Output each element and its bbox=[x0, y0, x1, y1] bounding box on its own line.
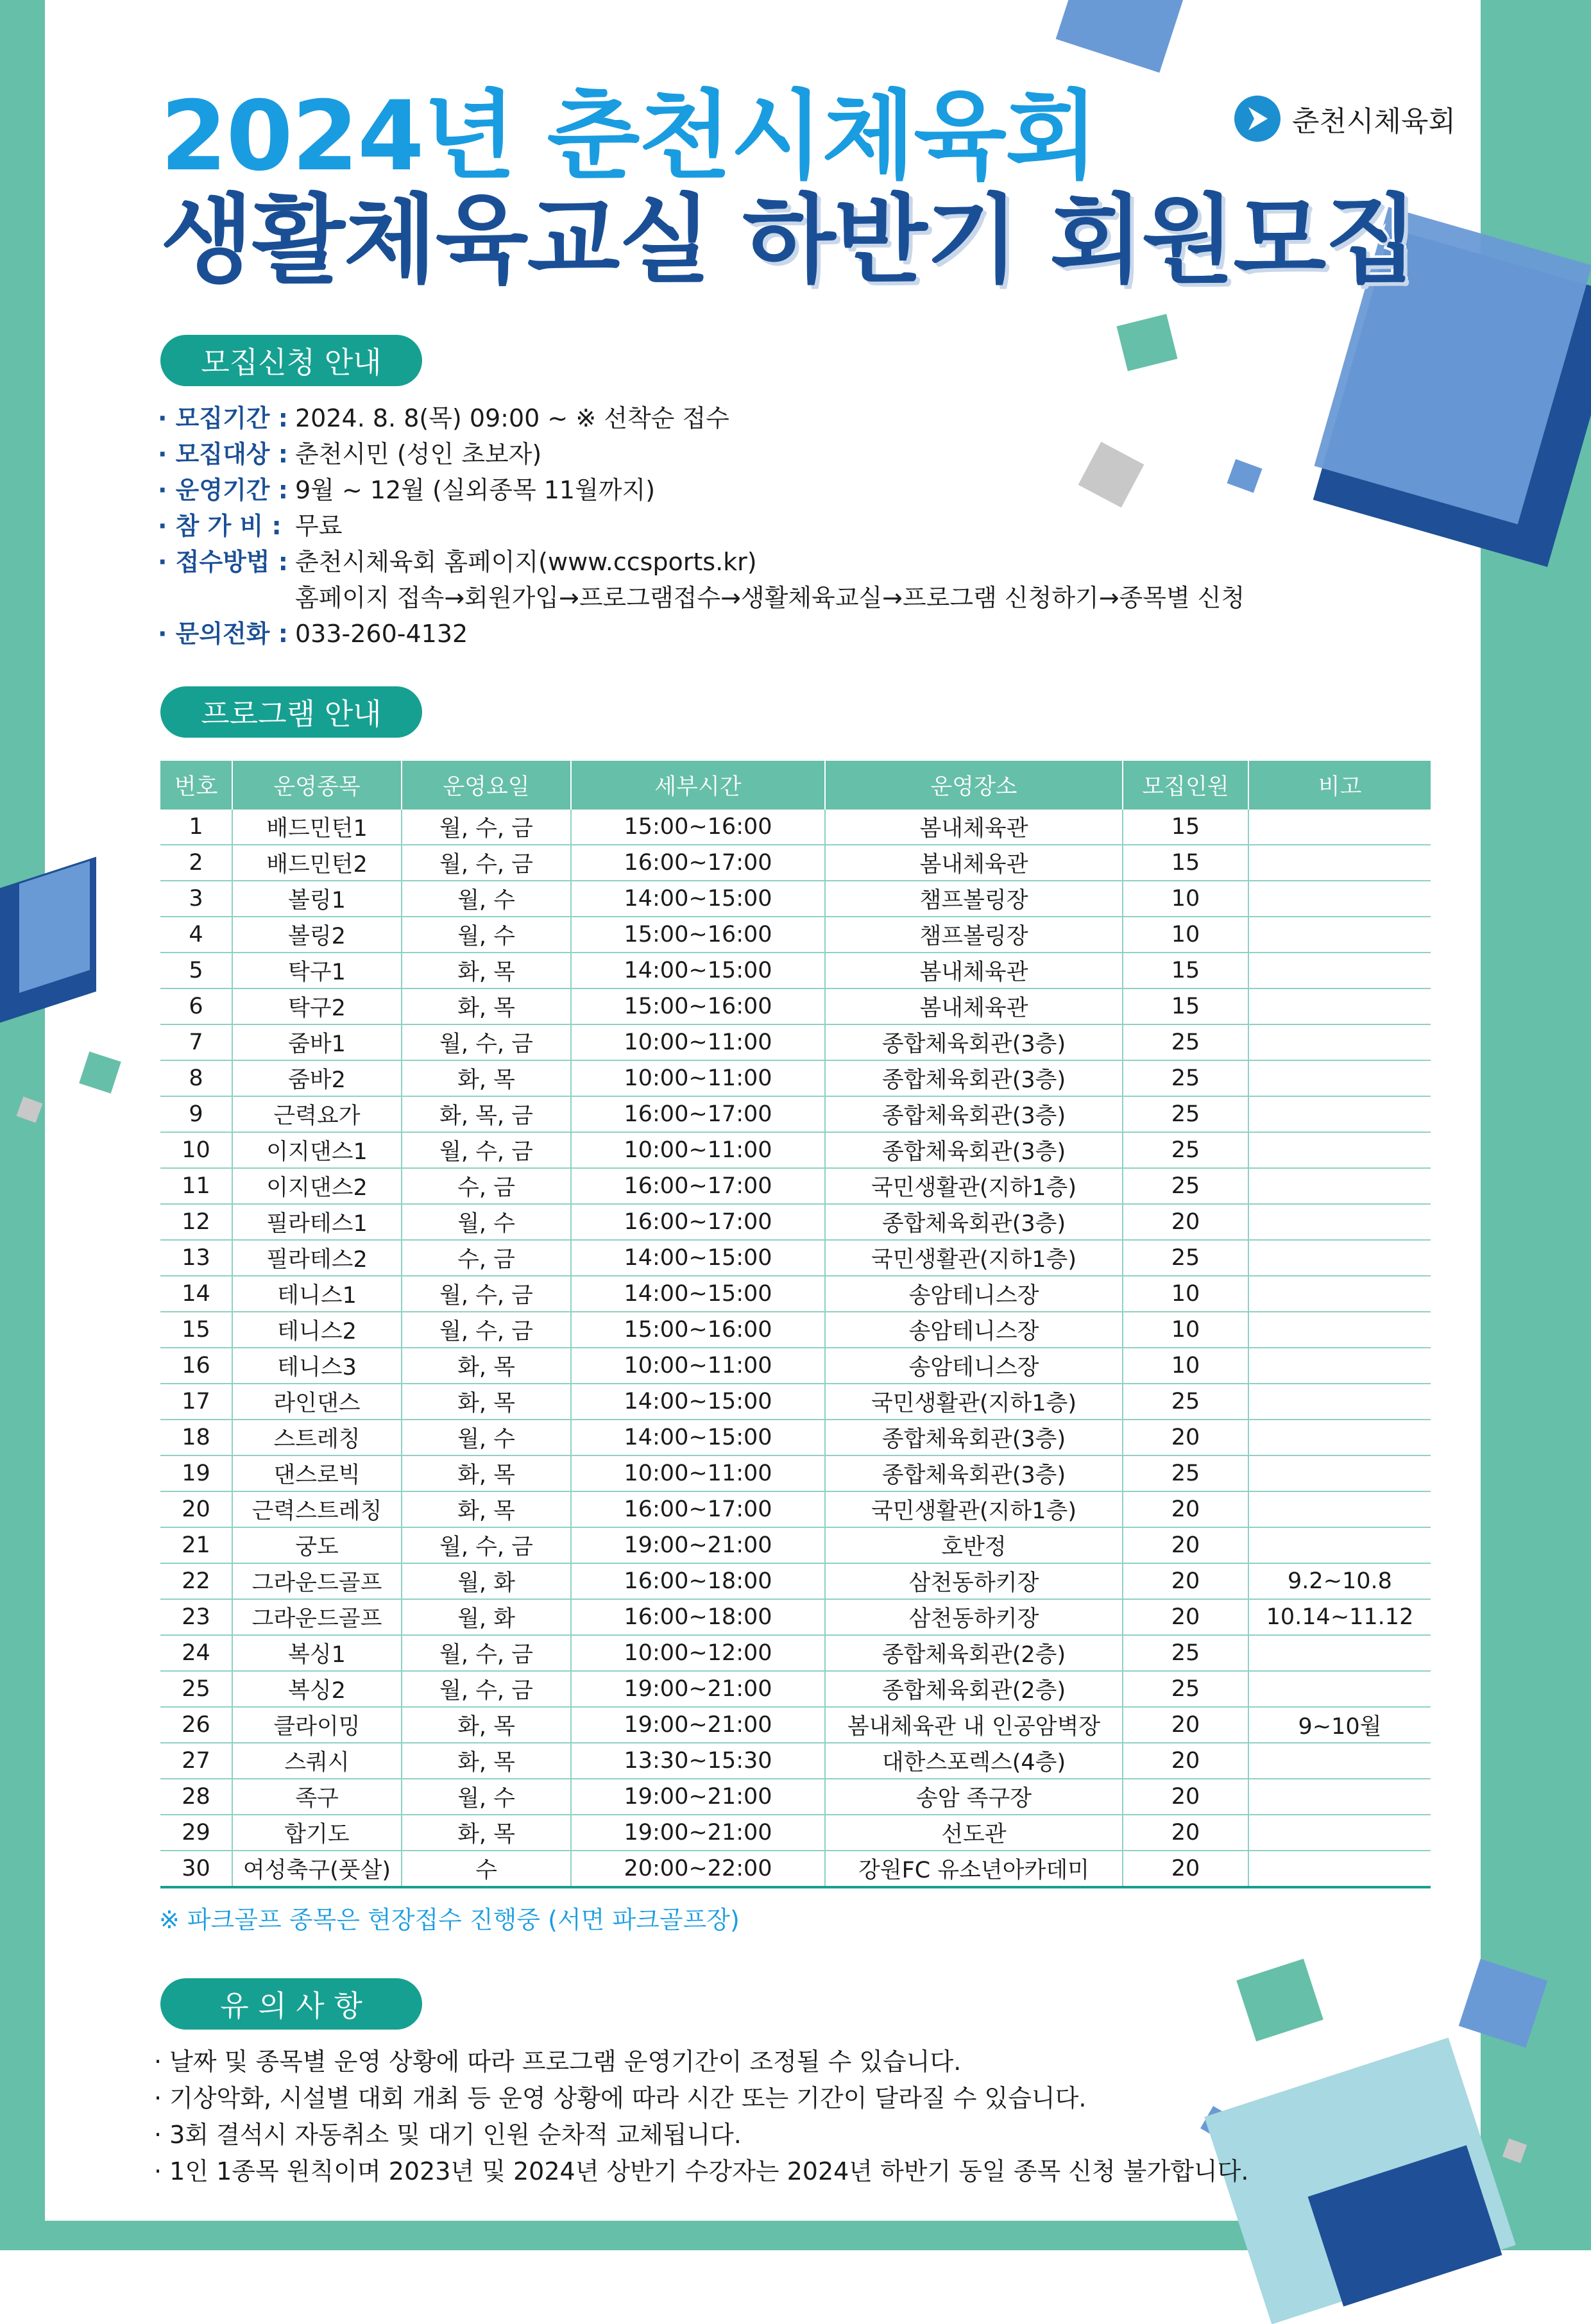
table-row bbox=[160, 1348, 1431, 1384]
info-row-fee bbox=[158, 508, 1245, 544]
table-cell: 25 bbox=[1123, 1168, 1248, 1204]
table-cell: 19:00~21:00 bbox=[571, 1527, 825, 1563]
table-cell bbox=[1248, 1743, 1431, 1779]
table-cell: 15:00~16:00 bbox=[571, 1312, 825, 1348]
table-row bbox=[160, 988, 1431, 1024]
table-row bbox=[160, 1671, 1431, 1707]
info-row-target bbox=[158, 436, 1245, 472]
caution-item: · 3회 결석시 자동취소 및 대기 인원 순차적 교체됩니다. bbox=[154, 2121, 742, 2149]
table-row bbox=[160, 1491, 1431, 1527]
table-cell: 화, 목 bbox=[402, 1491, 571, 1527]
table-cell: 복싱1 bbox=[232, 1635, 402, 1671]
table-cell bbox=[1248, 1132, 1431, 1168]
table-cell: 29 bbox=[160, 1815, 232, 1851]
table-cell: 25 bbox=[1123, 1384, 1248, 1420]
table-cell: 월, 수, 금 bbox=[402, 1024, 571, 1060]
table-cell: 15 bbox=[1123, 845, 1248, 881]
table-cell: 합기도 bbox=[232, 1815, 402, 1851]
table-cell: 25 bbox=[1123, 1060, 1248, 1096]
table-cell: 11 bbox=[160, 1168, 232, 1204]
table-cell bbox=[1248, 1204, 1431, 1240]
info-key: · 운영기간 : bbox=[158, 476, 288, 504]
table-cell: 16:00~17:00 bbox=[571, 845, 825, 881]
table-cell: 선도관 bbox=[825, 1815, 1123, 1851]
table-cell: 3 bbox=[160, 881, 232, 917]
table-cell: 16:00~17:00 bbox=[571, 1204, 825, 1240]
table-cell: 19:00~21:00 bbox=[571, 1779, 825, 1815]
table-cell: 25 bbox=[1123, 1132, 1248, 1168]
table-cell: 수, 금 bbox=[402, 1240, 571, 1276]
table-cell: 20 bbox=[1123, 1779, 1248, 1815]
table-cell: 20 bbox=[1123, 1815, 1248, 1851]
table-cell: 14:00~15:00 bbox=[571, 881, 825, 917]
table-cell: 화, 목 bbox=[402, 1060, 571, 1096]
table-cell: 월, 화 bbox=[402, 1563, 571, 1599]
table-cell: 20 bbox=[1123, 1743, 1248, 1779]
table-row bbox=[160, 917, 1431, 953]
table-cell: 스쿼시 bbox=[232, 1743, 402, 1779]
info-value: 홈페이지 접속→회원가입→프로그램접수→생활체육교실→프로그램 신청하기→종목별 신청 bbox=[295, 584, 1245, 612]
column-header: 운영종목 bbox=[232, 761, 402, 810]
table-cell: 19:00~21:00 bbox=[571, 1815, 825, 1851]
table-cell: 27 bbox=[160, 1743, 232, 1779]
table-cell: 20 bbox=[1123, 1563, 1248, 1599]
info-row-period bbox=[158, 400, 1245, 436]
table-cell: 월, 수 bbox=[402, 881, 571, 917]
table-cell: 21 bbox=[160, 1527, 232, 1563]
deco-square bbox=[79, 1051, 121, 1094]
column-header: 운영장소 bbox=[825, 761, 1123, 810]
column-header: 비고 bbox=[1248, 761, 1431, 810]
table-cell: 25 bbox=[1123, 1635, 1248, 1671]
table-cell: 봄내체육관 bbox=[825, 988, 1123, 1024]
table-cell: 14:00~15:00 bbox=[571, 953, 825, 988]
table-cell: 1 bbox=[160, 810, 232, 845]
deco-square bbox=[1116, 314, 1177, 371]
table-cell bbox=[1248, 1060, 1431, 1096]
table-cell: 라인댄스 bbox=[232, 1384, 402, 1420]
table-row bbox=[160, 810, 1431, 845]
table-cell: 19:00~21:00 bbox=[571, 1707, 825, 1743]
table-cell: 10:00~12:00 bbox=[571, 1635, 825, 1671]
table-header-row bbox=[160, 761, 1431, 810]
table-cell: 궁도 bbox=[232, 1527, 402, 1563]
table-cell: 국민생활관(지하1층) bbox=[825, 1384, 1123, 1420]
table-cell: 화, 목 bbox=[402, 953, 571, 988]
info-key: · 참 가 비 : bbox=[158, 512, 282, 540]
table-cell: 배드민턴1 bbox=[232, 810, 402, 845]
table-cell bbox=[1248, 881, 1431, 917]
table-cell: 20 bbox=[1123, 1707, 1248, 1743]
table-cell: 탁구2 bbox=[232, 988, 402, 1024]
table-cell: 22 bbox=[160, 1563, 232, 1599]
table-cell: 화, 목 bbox=[402, 1455, 571, 1491]
table-cell: 종합체육회관(3층) bbox=[825, 1096, 1123, 1132]
park-golf-note: ※ 파크골프 종목은 현장접수 진행중 (서면 파크골프장) bbox=[159, 1906, 740, 1934]
table-cell: 20 bbox=[1123, 1851, 1248, 1887]
table-cell: 16:00~18:00 bbox=[571, 1563, 825, 1599]
table-cell: 10 bbox=[1123, 881, 1248, 917]
table-cell: 20 bbox=[1123, 1420, 1248, 1455]
table-cell: 챔프볼링장 bbox=[825, 881, 1123, 917]
table-cell: 그라운드골프 bbox=[232, 1599, 402, 1635]
table-cell: 종합체육회관(3층) bbox=[825, 1132, 1123, 1168]
table-cell: 화, 목 bbox=[402, 1815, 571, 1851]
table-row bbox=[160, 845, 1431, 881]
table-cell bbox=[1248, 1779, 1431, 1815]
table-cell: 댄스로빅 bbox=[232, 1455, 402, 1491]
table-cell bbox=[1248, 1851, 1431, 1887]
column-header: 모집인원 bbox=[1123, 761, 1248, 810]
table-row bbox=[160, 1635, 1431, 1671]
table-row bbox=[160, 1815, 1431, 1851]
table-row bbox=[160, 1060, 1431, 1096]
table-cell: 16:00~17:00 bbox=[571, 1491, 825, 1527]
table-cell: 화, 목 bbox=[402, 1743, 571, 1779]
table-body bbox=[160, 810, 1431, 1887]
deco-square bbox=[1056, 0, 1184, 72]
table-cell: 18 bbox=[160, 1420, 232, 1455]
table-cell: 송암테니스장 bbox=[825, 1348, 1123, 1384]
table-row bbox=[160, 1599, 1431, 1635]
table-cell: 16:00~17:00 bbox=[571, 1168, 825, 1204]
table-row bbox=[160, 1204, 1431, 1240]
info-row-contact bbox=[158, 616, 1245, 652]
table-cell: 테니스1 bbox=[232, 1276, 402, 1312]
table-cell: 봄내체육관 bbox=[825, 810, 1123, 845]
table-cell: 13:30~15:30 bbox=[571, 1743, 825, 1779]
table-row bbox=[160, 1240, 1431, 1276]
table-cell: 10 bbox=[1123, 1312, 1248, 1348]
table-cell bbox=[1248, 1491, 1431, 1527]
table-cell: 9~10월 bbox=[1248, 1707, 1431, 1743]
table-cell: 24 bbox=[160, 1635, 232, 1671]
cautions-section-label: 유 의 사 항 bbox=[160, 1978, 422, 2030]
table-cell: 봄내체육관 bbox=[825, 845, 1123, 881]
info-value: 춘천시민 (성인 초보자) bbox=[295, 440, 542, 468]
table-cell: 2 bbox=[160, 845, 232, 881]
page-title-line2 bbox=[160, 185, 1417, 296]
recruit-section-label: 모집신청 안내 bbox=[160, 335, 422, 386]
table-cell: 10:00~11:00 bbox=[571, 1132, 825, 1168]
table-cell: 이지댄스2 bbox=[232, 1168, 402, 1204]
info-row-operation bbox=[158, 472, 1245, 508]
table-cell: 12 bbox=[160, 1204, 232, 1240]
table-cell: 20 bbox=[1123, 1204, 1248, 1240]
table-cell: 20 bbox=[1123, 1527, 1248, 1563]
table-cell: 월, 수 bbox=[402, 917, 571, 953]
table-cell: 봄내체육관 내 인공암벽장 bbox=[825, 1707, 1123, 1743]
table-cell: 복싱2 bbox=[232, 1671, 402, 1707]
table-cell bbox=[1248, 1635, 1431, 1671]
table-cell: 9.2~10.8 bbox=[1248, 1563, 1431, 1599]
table-cell bbox=[1248, 988, 1431, 1024]
table-cell: 강원FC 유소년아카데미 bbox=[825, 1851, 1123, 1887]
title-part-a: 생활체육교실 bbox=[160, 185, 711, 296]
table-row bbox=[160, 1096, 1431, 1132]
table-cell bbox=[1248, 1815, 1431, 1851]
table-cell bbox=[1248, 1240, 1431, 1276]
table-cell: 28 bbox=[160, 1779, 232, 1815]
table-cell: 14:00~15:00 bbox=[571, 1420, 825, 1455]
info-value: 무료 bbox=[295, 512, 343, 540]
table-cell bbox=[1248, 1527, 1431, 1563]
cautions-list bbox=[154, 2044, 1248, 2190]
table-cell: 삼천동하키장 bbox=[825, 1599, 1123, 1635]
table-row bbox=[160, 1384, 1431, 1420]
table-cell: 월, 수, 금 bbox=[402, 1671, 571, 1707]
column-header: 번호 bbox=[160, 761, 232, 810]
table-cell: 월, 수, 금 bbox=[402, 1527, 571, 1563]
table-cell: 6 bbox=[160, 988, 232, 1024]
table-cell: 화, 목 bbox=[402, 1707, 571, 1743]
table-row bbox=[160, 1168, 1431, 1204]
info-row-method-detail bbox=[158, 580, 1245, 616]
table-cell: 근력요가 bbox=[232, 1096, 402, 1132]
table-cell: 9 bbox=[160, 1096, 232, 1132]
table-cell: 줌바2 bbox=[232, 1060, 402, 1096]
table-cell: 19:00~21:00 bbox=[571, 1671, 825, 1707]
info-key: · 모집기간 : bbox=[158, 404, 288, 432]
table-cell: 송암 족구장 bbox=[825, 1779, 1123, 1815]
table-cell: 이지댄스1 bbox=[232, 1132, 402, 1168]
table-cell bbox=[1248, 1420, 1431, 1455]
table-cell: 볼링2 bbox=[232, 917, 402, 953]
table-row bbox=[160, 1420, 1431, 1455]
info-row-method bbox=[158, 544, 1245, 580]
table-cell: 종합체육회관(3층) bbox=[825, 1204, 1123, 1240]
table-cell: 19 bbox=[160, 1455, 232, 1491]
table-cell: 테니스2 bbox=[232, 1312, 402, 1348]
table-cell: 국민생활관(지하1층) bbox=[825, 1240, 1123, 1276]
caution-item: · 기상악화, 시설별 대회 개최 등 운영 상황에 따라 시간 또는 기간이 달라질 수 있습니다. bbox=[154, 2084, 1087, 2112]
table-cell: 월, 수, 금 bbox=[402, 810, 571, 845]
table-cell bbox=[1248, 953, 1431, 988]
table-cell: 8 bbox=[160, 1060, 232, 1096]
table-cell: 10:00~11:00 bbox=[571, 1348, 825, 1384]
logo-text: 춘천시체육회 bbox=[1292, 105, 1456, 138]
table-cell: 25 bbox=[1123, 1671, 1248, 1707]
table-cell: 탁구1 bbox=[232, 953, 402, 988]
table-cell: 25 bbox=[1123, 1096, 1248, 1132]
table-cell: 삼천동하키장 bbox=[825, 1563, 1123, 1599]
table-cell bbox=[1248, 1276, 1431, 1312]
table-cell bbox=[1248, 1455, 1431, 1491]
info-value: 춘천시체육회 홈페이지(www.ccsports.kr) bbox=[295, 548, 757, 576]
table-cell bbox=[1248, 1671, 1431, 1707]
left-teal-band bbox=[0, 0, 45, 2250]
table-cell: 스트레칭 bbox=[232, 1420, 402, 1455]
table-cell: 종합체육회관(2층) bbox=[825, 1671, 1123, 1707]
table-row bbox=[160, 1779, 1431, 1815]
table-cell: 15 bbox=[1123, 988, 1248, 1024]
table-cell: 16:00~18:00 bbox=[571, 1599, 825, 1635]
table-cell: 월, 수 bbox=[402, 1204, 571, 1240]
table-cell: 월, 수 bbox=[402, 1779, 571, 1815]
program-section-label: 프로그램 안내 bbox=[160, 686, 422, 738]
table-cell bbox=[1248, 1024, 1431, 1060]
table-cell: 17 bbox=[160, 1384, 232, 1420]
table-cell: 필라테스2 bbox=[232, 1240, 402, 1276]
table-cell: 23 bbox=[160, 1599, 232, 1635]
table-cell: 15:00~16:00 bbox=[571, 917, 825, 953]
table-row bbox=[160, 1743, 1431, 1779]
table-cell: 20 bbox=[1123, 1599, 1248, 1635]
table-cell: 송암테니스장 bbox=[825, 1276, 1123, 1312]
table-cell bbox=[1248, 1096, 1431, 1132]
table-row bbox=[160, 1276, 1431, 1312]
table-row bbox=[160, 1563, 1431, 1599]
table-row bbox=[160, 1132, 1431, 1168]
table-cell: 여성축구(풋살) bbox=[232, 1851, 402, 1887]
table-cell: 25 bbox=[1123, 1455, 1248, 1491]
table-row bbox=[160, 1312, 1431, 1348]
table-cell: 족구 bbox=[232, 1779, 402, 1815]
table-cell: 4 bbox=[160, 917, 232, 953]
table-cell: 화, 목 bbox=[402, 1348, 571, 1384]
info-key: · 모집대상 : bbox=[158, 440, 288, 468]
table-cell: 월, 수, 금 bbox=[402, 1276, 571, 1312]
table-cell bbox=[1248, 810, 1431, 845]
table-cell: 수 bbox=[402, 1851, 571, 1887]
table-cell: 10 bbox=[160, 1132, 232, 1168]
table-cell: 월, 수, 금 bbox=[402, 1132, 571, 1168]
table-cell: 15:00~16:00 bbox=[571, 810, 825, 845]
table-cell: 10 bbox=[1123, 1348, 1248, 1384]
table-cell: 월, 수 bbox=[402, 1420, 571, 1455]
table-cell: 국민생활관(지하1층) bbox=[825, 1168, 1123, 1204]
table-cell: 16:00~17:00 bbox=[571, 1096, 825, 1132]
recruit-info-list bbox=[158, 400, 1245, 652]
table-row bbox=[160, 881, 1431, 917]
info-key: · 접수방법 : bbox=[158, 548, 288, 576]
program-table bbox=[160, 761, 1431, 1888]
table-cell: 14:00~15:00 bbox=[571, 1240, 825, 1276]
table-cell: 종합체육회관(3층) bbox=[825, 1024, 1123, 1060]
table-cell: 26 bbox=[160, 1707, 232, 1743]
table-cell: 클라이밍 bbox=[232, 1707, 402, 1743]
deco-square bbox=[1236, 1958, 1323, 2041]
table-cell: 국민생활관(지하1층) bbox=[825, 1491, 1123, 1527]
table-cell: 송암테니스장 bbox=[825, 1312, 1123, 1348]
table-cell: 볼링1 bbox=[232, 881, 402, 917]
table-cell bbox=[1248, 917, 1431, 953]
table-cell: 30 bbox=[160, 1851, 232, 1887]
table-cell: 봄내체육관 bbox=[825, 953, 1123, 988]
table-cell: 15:00~16:00 bbox=[571, 988, 825, 1024]
info-value: 2024. 8. 8(목) 09:00 ~ ※ 선착순 접수 bbox=[295, 404, 729, 432]
table-cell: 10 bbox=[1123, 917, 1248, 953]
table-cell: 5 bbox=[160, 953, 232, 988]
table-cell: 줌바1 bbox=[232, 1024, 402, 1060]
table-cell: 종합체육회관(3층) bbox=[825, 1420, 1123, 1455]
column-header: 운영요일 bbox=[402, 761, 571, 810]
table-cell: 7 bbox=[160, 1024, 232, 1060]
table-cell: 종합체육회관(3층) bbox=[825, 1455, 1123, 1491]
table-cell: 25 bbox=[1123, 1240, 1248, 1276]
table-cell: 20 bbox=[1123, 1491, 1248, 1527]
column-header: 세부시간 bbox=[571, 761, 825, 810]
table-cell: 화, 목 bbox=[402, 988, 571, 1024]
organization-logo bbox=[1234, 90, 1456, 148]
table-cell: 13 bbox=[160, 1240, 232, 1276]
table-cell: 근력스트레칭 bbox=[232, 1491, 402, 1527]
caution-item: · 날짜 및 종목별 운영 상황에 따라 프로그램 운영기간이 조정될 수 있습니다. bbox=[154, 2048, 962, 2076]
table-row bbox=[160, 1527, 1431, 1563]
table-cell: 챔프볼링장 bbox=[825, 917, 1123, 953]
table-cell: 테니스3 bbox=[232, 1348, 402, 1384]
table-cell: 25 bbox=[160, 1671, 232, 1707]
table-row bbox=[160, 1707, 1431, 1743]
table-row bbox=[160, 1024, 1431, 1060]
table-cell bbox=[1248, 845, 1431, 881]
table-cell: 14:00~15:00 bbox=[571, 1384, 825, 1420]
info-value: 033-260-4132 bbox=[295, 620, 468, 648]
table-cell: 15 bbox=[1123, 953, 1248, 988]
table-cell: 14:00~15:00 bbox=[571, 1276, 825, 1312]
table-row bbox=[160, 1851, 1431, 1887]
table-cell: 10:00~11:00 bbox=[571, 1060, 825, 1096]
table-cell: 그라운드골프 bbox=[232, 1563, 402, 1599]
page-title-line1: 2024년 춘천시체육회 bbox=[160, 81, 1098, 192]
table-cell: 종합체육회관(2층) bbox=[825, 1635, 1123, 1671]
table-cell: 월, 화 bbox=[402, 1599, 571, 1635]
table-cell bbox=[1248, 1312, 1431, 1348]
table-cell: 배드민턴2 bbox=[232, 845, 402, 881]
info-value: 9월 ~ 12월 (실외종목 11월까지) bbox=[295, 476, 656, 504]
table-cell bbox=[1248, 1348, 1431, 1384]
table-cell: 월, 수, 금 bbox=[402, 1312, 571, 1348]
table-row bbox=[160, 1455, 1431, 1491]
table-cell: 10.14~11.12 bbox=[1248, 1599, 1431, 1635]
deco-square bbox=[19, 861, 90, 993]
table-cell: 필라테스1 bbox=[232, 1204, 402, 1240]
table-cell: 수, 금 bbox=[402, 1168, 571, 1204]
table-cell: 10:00~11:00 bbox=[571, 1024, 825, 1060]
table-cell: 10:00~11:00 bbox=[571, 1455, 825, 1491]
table-row bbox=[160, 953, 1431, 988]
table-cell: 화, 목 bbox=[402, 1384, 571, 1420]
logo-mark-icon bbox=[1234, 96, 1280, 142]
table-cell: 20 bbox=[160, 1491, 232, 1527]
table-cell: 14 bbox=[160, 1276, 232, 1312]
table-cell: 화, 목, 금 bbox=[402, 1096, 571, 1132]
table-cell: 16 bbox=[160, 1348, 232, 1384]
table-cell bbox=[1248, 1168, 1431, 1204]
caution-item: · 1인 1종목 원칙이며 2023년 및 2024년 상반기 수강자는 2024년 하반기 동일 종목 신청 불가합니다. bbox=[154, 2157, 1249, 2185]
table-cell: 호반정 bbox=[825, 1527, 1123, 1563]
title-part-b: 하반기 회원모집 bbox=[742, 185, 1417, 296]
info-key: · 문의전화 : bbox=[158, 620, 288, 648]
table-cell: 월, 수, 금 bbox=[402, 845, 571, 881]
table-cell: 25 bbox=[1123, 1024, 1248, 1060]
table-cell: 15 bbox=[1123, 810, 1248, 845]
table-cell: 15 bbox=[160, 1312, 232, 1348]
table-cell: 월, 수, 금 bbox=[402, 1635, 571, 1671]
table-cell: 10 bbox=[1123, 1276, 1248, 1312]
table-cell: 대한스포렉스(4층) bbox=[825, 1743, 1123, 1779]
table-cell bbox=[1248, 1384, 1431, 1420]
table-cell: 종합체육회관(3층) bbox=[825, 1060, 1123, 1096]
table-cell: 20:00~22:00 bbox=[571, 1851, 825, 1887]
